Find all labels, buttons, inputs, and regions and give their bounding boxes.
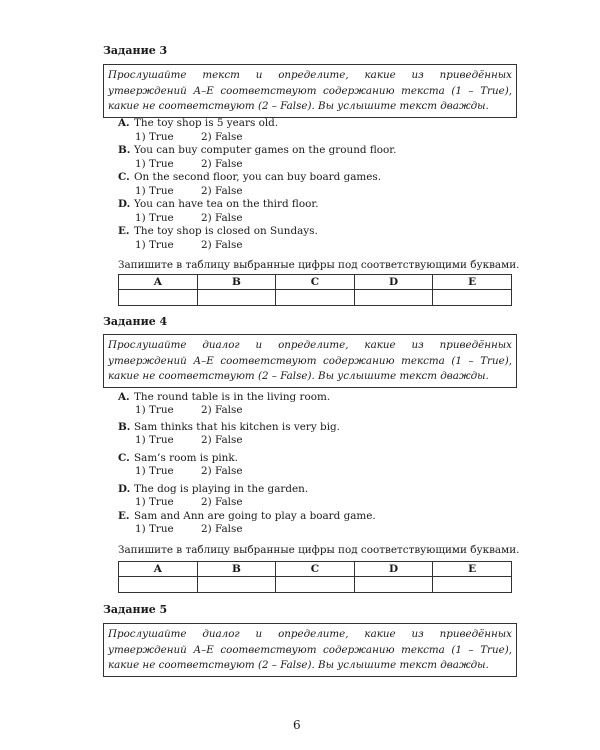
page-number: 6 (293, 718, 301, 732)
table-header-e: E (433, 275, 512, 290)
item-letter: C. (118, 452, 130, 464)
task-3-item-a-options (135, 131, 242, 143)
task-4-instruction: Прослушайте диалог и определите, какие из приведённых утверждений А–Е соответствуют содержанию текста (1 – True), какие не соответствуют (2 – False). Вы услышите текст дважды. (103, 334, 517, 388)
task-4-item-c (118, 452, 238, 466)
option-false: 2) False (201, 404, 243, 416)
option-true: 1) True (135, 404, 174, 416)
table-header-a: A (119, 562, 198, 577)
option-true: 1) True (135, 434, 174, 446)
task-3-item-d (118, 198, 319, 212)
task-3-item-e-options (135, 239, 242, 251)
answer-cell-c[interactable] (276, 577, 355, 593)
item-letter: E. (118, 510, 130, 522)
item-text: The toy shop is closed on Sundays. (134, 225, 318, 237)
task-4-item-b (118, 421, 340, 435)
answer-cell-e[interactable] (433, 577, 512, 593)
table-header-c: C (276, 275, 355, 290)
answer-cell-b[interactable] (197, 290, 276, 306)
option-true: 1) True (135, 496, 174, 508)
option-false: 2) False (201, 131, 243, 143)
answer-cell-d[interactable] (354, 577, 433, 593)
option-true: 1) True (135, 158, 174, 170)
answer-cell-a[interactable] (119, 577, 198, 593)
table-header-e: E (433, 562, 512, 577)
option-true: 1) True (135, 239, 174, 251)
table-header-d: D (354, 275, 433, 290)
item-letter: C. (118, 171, 130, 183)
task-4-item-e-options (135, 523, 242, 535)
option-false: 2) False (201, 212, 243, 224)
task-4-answer-table (118, 561, 512, 593)
answer-cell-e[interactable] (433, 290, 512, 306)
task-4-item-d-options (135, 496, 242, 508)
item-text: Sam and Ann are going to play a board game. (134, 510, 376, 522)
task-3-instruction: Прослушайте текст и определите, какие из приведённых утверждений А–Е соответствуют содержанию текста (1 – True), какие не соответствуют (2 – False). Вы услышите текст дважды. (103, 64, 517, 118)
option-true: 1) True (135, 523, 174, 535)
task-3-item-c-options (135, 185, 242, 197)
answer-cell-b[interactable] (197, 577, 276, 593)
task-3-item-c (118, 171, 381, 185)
task-3-title: Задание 3 (103, 44, 168, 57)
task-3-item-e (118, 225, 318, 239)
table-header-d: D (354, 562, 433, 577)
option-false: 2) False (201, 523, 243, 535)
option-false: 2) False (201, 185, 243, 197)
option-false: 2) False (201, 465, 243, 477)
item-letter: E. (118, 225, 130, 237)
option-false: 2) False (201, 434, 243, 446)
task-5-title: Задание 5 (103, 603, 168, 616)
task-3-item-a (118, 117, 278, 131)
option-false: 2) False (201, 158, 243, 170)
table-header-c: C (276, 562, 355, 577)
task-4-item-e (118, 510, 376, 524)
item-text: The toy shop is 5 years old. (134, 117, 279, 129)
item-text: You can have tea on the third floor. (134, 198, 319, 210)
item-text: Sam’s room is pink. (134, 452, 238, 464)
option-true: 1) True (135, 131, 174, 143)
item-letter: D. (118, 198, 131, 210)
task-4-item-b-options (135, 434, 242, 446)
option-true: 1) True (135, 465, 174, 477)
task-4-title: Задание 4 (103, 315, 168, 328)
task-3-item-b-options (135, 158, 242, 170)
item-letter: D. (118, 483, 131, 495)
item-letter: A. (118, 391, 130, 403)
option-true: 1) True (135, 185, 174, 197)
option-false: 2) False (201, 496, 243, 508)
table-header-b: B (197, 275, 276, 290)
option-true: 1) True (135, 212, 174, 224)
option-false: 2) False (201, 239, 243, 251)
item-letter: A. (118, 117, 130, 129)
task-4-item-d (118, 483, 308, 497)
answer-cell-a[interactable] (119, 290, 198, 306)
task-4-item-a-options (135, 404, 242, 416)
answer-cell-c[interactable] (276, 290, 355, 306)
table-header-b: B (197, 562, 276, 577)
item-text: On the second floor, you can buy board games. (134, 171, 382, 183)
task-3-item-d-options (135, 212, 242, 224)
task-3-item-b (118, 144, 396, 158)
task-4-table-note: Запишите в таблицу выбранные цифры под соответствующими буквами. (118, 544, 520, 556)
task-3-answer-table (118, 274, 512, 306)
table-header-a: A (119, 275, 198, 290)
task-3-table-note: Запишите в таблицу выбранные цифры под соответствующими буквами. (118, 259, 520, 271)
item-text: The round table is in the living room. (134, 391, 331, 403)
item-text: The dog is playing in the garden. (134, 483, 309, 495)
task-4-item-a (118, 391, 330, 405)
item-text: You can buy computer games on the ground floor. (134, 144, 397, 156)
item-letter: B. (118, 144, 131, 156)
task-4-item-c-options (135, 465, 242, 477)
answer-cell-d[interactable] (354, 290, 433, 306)
item-letter: B. (118, 421, 131, 433)
item-text: Sam thinks that his kitchen is very big. (134, 421, 340, 433)
task-5-instruction: Прослушайте диалог и определите, какие из приведённых утверждений А–Е соответствуют содержанию текста (1 – True), какие не соответствуют (2 – False). Вы услышите текст дважды. (103, 623, 517, 677)
